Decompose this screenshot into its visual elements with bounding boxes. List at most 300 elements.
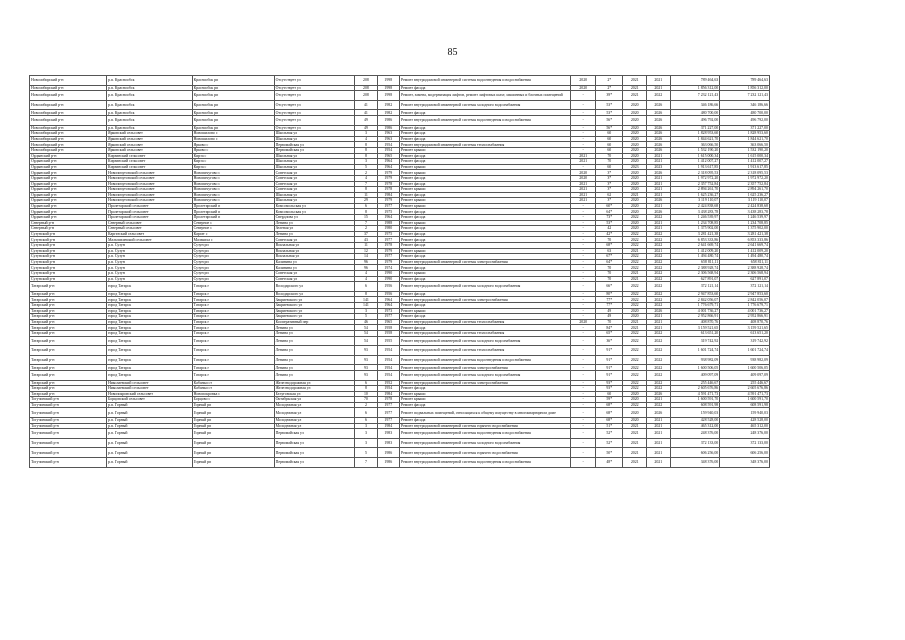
end-year-cell: 2022 [647,231,671,237]
prev-repair-year-cell: - [571,448,596,458]
build-year-cell: 1977 [377,237,399,243]
wear-cell: 64* [596,209,623,215]
municipality-cell: р.п. Горный [106,408,192,418]
street-cell: Советская ул [274,276,355,282]
district-cell: Ордынский р-н [30,203,107,209]
house-number-cell: 7 [355,458,377,468]
start-year-cell: 2020 [623,115,647,125]
district-cell: Ордынский р-н [30,181,107,187]
start-year-cell: 2020 [623,203,647,209]
municipality-cell: Ярковский сельсовет [106,142,192,148]
wear-cell: 3* [596,175,623,181]
work-type-cell: Ремонт крыши [399,170,570,176]
settlement-cell: Новопичугово с [192,187,274,193]
municipality-cell: Каргатский сельсовет [106,231,192,237]
house-number-cell: 2 [355,170,377,176]
build-year-cell: 1978 [377,243,399,249]
end-year-cell: 2026 [647,142,671,148]
municipality-cell: город Татарск [106,355,192,365]
district-cell: Новосибирский р-н [30,147,107,153]
house-number-cell: 11 [355,243,377,249]
total-cost-cell: 1 532 190,20 [720,147,770,153]
cost-cell: 1 625 236,27 [670,192,720,198]
house-number-cell: 14 [355,254,377,260]
wear-cell: 77* [596,302,623,308]
street-cell: Молодежная ул [274,423,355,429]
end-year-cell: 2021 [647,175,671,181]
cost-cell: 496 792,00 [670,115,720,125]
work-type-cell: Ремонт крыши [399,271,570,277]
district-cell: Татарский р-н [30,346,107,356]
prev-repair-year-cell: 2021 [571,159,596,165]
wear-cell: 70 [596,265,623,271]
street-cell: Первомайская ул [274,448,355,458]
cost-cell: 371 227,00 [670,125,720,131]
prev-repair-year-cell: 2021 [571,153,596,159]
municipality-cell: р.п. Сузун [106,248,192,254]
table-row [30,115,770,125]
work-type-cell: Ремонт внутридомовой инженерной системы электроснабжения [399,365,570,371]
start-year-cell: 2021 [623,438,647,448]
end-year-cell: 2022 [647,271,671,277]
end-year-cell: 2022 [647,237,671,243]
wear-cell: 49 [596,308,623,314]
end-year-cell: 2022 [647,276,671,282]
house-number-cell: 208 [355,91,377,101]
total-cost-cell: 1 246 539,97 [720,215,770,221]
build-year-cell: 1956 [377,282,399,292]
end-year-cell: 2022 [647,380,671,386]
build-year-cell: 1998 [377,91,399,101]
municipality-cell: р.п. Горный [106,458,192,468]
municipality-cell: Ярковский сельсовет [106,147,192,153]
end-year-cell: 2021 [647,448,671,458]
total-cost-cell: 1 600 591,70 [720,397,770,403]
house-number-cell: 37 [355,231,377,237]
end-year-cell: 2021 [647,319,671,325]
house-number-cell: 7 [355,181,377,187]
prev-repair-year-cell: 2020 [571,170,596,176]
street-cell: Закриевского ул [274,297,355,303]
street-cell: Отсутствует ул [274,110,355,116]
total-cost-cell: 465 312,00 [720,423,770,429]
end-year-cell: 2021 [647,220,671,226]
district-cell: Татарский р-н [30,325,107,331]
build-year-cell: 1975 [377,231,399,237]
start-year-cell: 2021 [623,448,647,458]
settlement-cell: Пролетарский п [192,215,274,221]
build-year-cell: 1984 [377,391,399,397]
build-year-cell: 1963 [377,131,399,137]
total-cost-cell: 480 700,00 [720,110,770,116]
district-cell: Новосибирский р-н [30,85,107,91]
wear-cell: 65* [596,330,623,336]
prev-repair-year-cell: - [571,325,596,331]
district-cell: Ордынский р-н [30,159,107,165]
wear-cell: 91* [596,355,623,365]
house-number-cell: 3 [355,438,377,448]
build-year-cell: 1990 [377,271,399,277]
house-number-cell: 8 [355,147,377,153]
street-cell: Отсутствует ул [274,125,355,131]
build-year-cell: 1963 [377,136,399,142]
wear-cell: 60 [596,164,623,170]
settlement-cell: Татарск г [192,336,274,346]
table-row [30,355,770,365]
settlement-cell: Горный рп [192,438,274,448]
work-type-cell: Ремонт внутридомовой инженерной системы теплоснабжения [399,346,570,356]
end-year-cell: 2026 [647,110,671,116]
wear-cell: 70 [596,271,623,277]
build-year-cell: 1964 [377,159,399,165]
end-year-cell: 2026 [647,131,671,137]
end-year-cell: 2022 [647,346,671,356]
wear-cell: 49 [596,314,623,320]
build-year-cell: 1975 [377,209,399,215]
wear-cell: 56* [596,115,623,125]
work-type-cell: Ремонт внутридомовой инженерной системы водоотведения и водоснабжения [399,115,570,125]
municipality-cell: Новопокровский сельсовет [106,391,192,397]
start-year-cell: 2021 [623,325,647,331]
start-year-cell: 2021 [623,276,647,282]
build-year-cell: 1964 [377,215,399,221]
settlement-cell: Сузун рп [192,265,274,271]
end-year-cell: 2026 [647,100,671,110]
work-type-cell: Ремонт внутридомовой инженерной системы холодного водоснабжения [399,370,570,380]
work-type-cell: Ремонт крыши [399,203,570,209]
house-number-cell: 3 [355,159,377,165]
street-cell: Ленина ул [274,346,355,356]
street-cell: Комсомольская ул [274,203,355,209]
prev-repair-year-cell: - [571,209,596,215]
street-cell: Вокзальная ул [274,243,355,249]
total-cost-cell: 606 256,00 [720,448,770,458]
cost-cell: 248 376,00 [670,429,720,439]
street-cell: Первомайская ул [274,438,355,448]
municipality-cell: город Татарск [106,308,192,314]
house-number-cell: 11 [355,192,377,198]
build-year-cell: 1977 [377,254,399,260]
municipality-cell: р.п. Горный [106,402,192,408]
end-year-cell: 2021 [647,248,671,254]
cost-cell: 3 159 521,65 [670,325,720,331]
municipality-cell: р.п. Горный [106,429,192,439]
settlement-cell: Пролетарский п [192,203,274,209]
street-cell: Володарского ул [274,282,355,292]
street-cell: Советская ул [274,271,355,277]
municipality-cell: р.п. Горный [106,418,192,424]
house-number-cell: 3 [355,131,377,137]
district-cell: Татарский р-н [30,355,107,365]
table-row [30,76,770,86]
street-cell: Ленина ул [274,220,355,226]
cost-cell: 1 246 539,97 [670,215,720,221]
end-year-cell: 2022 [647,355,671,365]
house-number-cell: 41 [355,110,377,116]
total-cost-cell: 372 121,14 [720,282,770,292]
street-cell: Школьная ул [274,164,355,170]
district-cell: Татарский р-н [30,308,107,314]
start-year-cell: 2021 [623,458,647,468]
prev-repair-year-cell: - [571,100,596,110]
house-number-cell: 208 [355,85,377,91]
build-year-cell: 1977 [377,418,399,424]
wear-cell: 66* [596,282,623,292]
settlement-cell: Краснообск рп [192,91,274,101]
prev-repair-year-cell: - [571,254,596,260]
settlement-cell: Горный рп [192,448,274,458]
work-type-cell: Ремонт фасада [399,131,570,137]
prev-repair-year-cell: - [571,220,596,226]
house-number-cell: 54 [355,336,377,346]
work-type-cell: Ремонт фасада [399,85,570,91]
cost-cell: 2 318 095,53 [670,170,720,176]
work-type-cell: Ремонт, замена, модернизация лифтов, ремонт лифтовых шахт, машинных и блочных помещений [399,91,570,101]
settlement-cell: Северное с [192,220,274,226]
cost-cell: 608 591,98 [670,402,720,408]
total-cost-cell: 372 133,00 [720,438,770,448]
municipality-cell: Ярковский сельсовет [106,131,192,137]
wear-cell: 84* [596,325,623,331]
work-type-cell: Ремонт фасада [399,175,570,181]
work-type-cell: Ремонт крыши [399,397,570,403]
house-number-cell: 2 [355,402,377,408]
start-year-cell: 2022 [623,231,647,237]
street-cell: Школьная ул [274,153,355,159]
cost-cell: 1 601 724,74 [670,346,720,356]
start-year-cell: 2020 [623,153,647,159]
prev-repair-year-cell: - [571,370,596,380]
house-number-cell: 93 [355,365,377,371]
wear-cell: 2* [596,85,623,91]
work-type-cell: Ремонт внутридомовой инженерной системы теплоснабжения [399,330,570,336]
prev-repair-year-cell: 2021 [571,198,596,204]
work-type-cell: Ремонт внутридомовой инженерной системы холодного водоснабжения [399,100,570,110]
start-year-cell: 2021 [623,429,647,439]
start-year-cell: 2020 [623,418,647,424]
start-year-cell: 2020 [623,147,647,153]
settlement-cell: Татарск г [192,302,274,308]
house-number-cell: 5 [355,448,377,458]
total-cost-cell: 1 375 902,00 [720,226,770,232]
house-number-cell: 43 [355,237,377,243]
total-cost-cell: 371 227,00 [720,125,770,131]
municipality-cell: Кирзинский сельсовет [106,153,192,159]
prev-repair-year-cell: - [571,142,596,148]
build-year-cell: 1977 [377,402,399,408]
end-year-cell: 2023 [647,164,671,170]
street-cell: Школьная ул [274,198,355,204]
prev-repair-year-cell: - [571,308,596,314]
end-year-cell: 2022 [647,259,671,265]
prev-repair-year-cell: 2020 [571,76,596,86]
table-row [30,346,770,356]
build-year-cell: 1990 [377,276,399,282]
build-year-cell: 1984 [377,423,399,429]
start-year-cell: 2020 [623,308,647,314]
work-type-cell: Ремонт внутридомовой инженерной системы электроснабжения [399,297,570,303]
work-type-cell: Ремонт фасада [399,265,570,271]
municipality-cell: Северный сельсовет [106,220,192,226]
build-year-cell: 1977 [377,203,399,209]
municipality-cell: р.п. Краснообск [106,125,192,131]
prev-repair-year-cell: - [571,215,596,221]
municipality-cell: р.п. Краснообск [106,91,192,101]
build-year-cell: 1986 [377,115,399,125]
wear-cell: 91* [596,365,623,371]
street-cell: Советская ул [274,175,355,181]
build-year-cell: 1979 [377,175,399,181]
work-type-cell: Ремонт фасада [399,325,570,331]
start-year-cell: 2021 [623,248,647,254]
prev-repair-year-cell: 2020 [571,85,596,91]
cost-cell: 3 281 421,38 [670,231,720,237]
wear-cell: 60 [596,391,623,397]
house-number-cell: 8 [355,291,377,297]
street-cell: Ленина ул [274,325,355,331]
house-number-cell: 4 [355,271,377,277]
work-type-cell: Ремонт внутридомовой инженерной системы холодного водоснабжения [399,438,570,448]
end-year-cell: 2026 [647,209,671,215]
start-year-cell: 2020 [623,170,647,176]
end-year-cell: 2022 [647,365,671,371]
settlement-cell: Кабаньи ст [192,380,274,386]
settlement-cell: Краснообск рп [192,115,274,125]
house-number-cell: 7 [355,220,377,226]
start-year-cell: 2020 [623,397,647,403]
total-cost-cell: 255 446,67 [720,380,770,386]
settlement-cell: Новошилово с [192,136,274,142]
municipality-cell: город Татарск [106,336,192,346]
street-cell: Ленина ул [274,355,355,365]
district-cell: Ордынский р-н [30,170,107,176]
work-type-cell: Ремонт фасада [399,291,570,297]
work-type-cell: Ремонт фасада [399,153,570,159]
work-type-cell: Ремонт фасада [399,136,570,142]
total-cost-cell: 1 625 236,27 [720,192,770,198]
build-year-cell: 1986 [377,125,399,131]
start-year-cell: 2021 [623,423,647,429]
street-cell: Ленина ул [274,365,355,371]
cost-cell: 1 844 621,70 [670,136,720,142]
start-year-cell: 2023 [623,164,647,170]
work-type-cell: Ремонт фасада [399,215,570,221]
total-cost-cell: 1 844 621,70 [720,136,770,142]
total-cost-cell: 1 494 480,74 [720,254,770,260]
cost-cell: 1 412 007,27 [670,159,720,165]
wear-cell: 42 [596,226,623,232]
street-cell: Первомайская ул [274,147,355,153]
total-cost-cell: 2 842 056,07 [720,297,770,303]
prev-repair-year-cell: - [571,282,596,292]
house-number-cell: 46 [355,319,377,325]
build-year-cell: 1954 [377,355,399,365]
prev-repair-year-cell: - [571,147,596,153]
table-row [30,458,770,468]
work-type-cell: Ремонт внутридомовой инженерной системы водоотведения и водоснабжения [399,76,570,86]
municipality-cell: город Татарск [106,365,192,371]
street-cell: Отсутствует ул [274,76,355,86]
settlement-cell: Новопичугово с [192,170,274,176]
house-number-cell: 6 [355,203,377,209]
cost-cell: 346 186,66 [670,100,720,110]
house-number-cell: 49 [355,125,377,131]
district-cell: Новосибирский р-н [30,131,107,137]
wear-cell: 52* [596,438,623,448]
house-number-cell: 5 [355,164,377,170]
municipality-cell: р.п. Сузун [106,265,192,271]
total-cost-cell: 613 651,20 [720,330,770,336]
total-cost-cell: 348 376,00 [720,458,770,468]
cost-cell: 2 947 853,60 [670,291,720,297]
start-year-cell: 2020 [623,125,647,131]
work-type-cell: Ремонт фасада [399,192,570,198]
end-year-cell: 2022 [647,91,671,101]
settlement-cell: Новопокровка с [192,391,274,397]
prev-repair-year-cell: - [571,110,596,116]
settlement-cell: Борцово с [192,397,274,403]
wear-cell: 68* [596,418,623,424]
street-cell: Калинина ул [274,265,355,271]
prev-repair-year-cell: - [571,237,596,243]
start-year-cell: 2021 [623,85,647,91]
house-number-cell: 29 [355,198,377,204]
start-year-cell: 2022 [623,402,647,408]
wear-cell: 91* [596,346,623,356]
cost-cell: 2 357 752,84 [670,181,720,187]
build-year-cell: 1982 [377,100,399,110]
prev-repair-year-cell: - [571,302,596,308]
total-cost-cell: 159 940,03 [720,408,770,418]
street-cell: Октябрьская ул [274,397,355,403]
wear-cell: 3* [596,198,623,204]
total-cost-cell: 6 853 333,86 [720,237,770,243]
district-cell: Ордынский р-н [30,153,107,159]
end-year-cell: 2021 [647,181,671,187]
municipality-cell: Новопичуговский сельсовет [106,187,192,193]
district-cell: Татарский р-н [30,314,107,320]
work-type-cell: Ремонт внутридомовой инженерной системы электроснабжения [399,259,570,265]
cost-cell: 465 312,00 [670,423,720,429]
start-year-cell: 2020 [623,142,647,148]
municipality-cell: Мальчихинский сельсовет [106,237,192,243]
work-type-cell: Ремонт фасада [399,231,570,237]
district-cell: Тогучинский р-н [30,408,107,418]
work-type-cell: Ремонт фасада [399,243,570,249]
work-type-cell: Ремонт внутридомовой инженерной системы теплоснабжения [399,319,570,325]
capital-repair-table [29,75,770,468]
start-year-cell: 2022 [623,254,647,260]
district-cell: Сузунский р-н [30,243,107,249]
district-cell: Татарский р-н [30,380,107,386]
street-cell: Кооперативный пер [274,319,355,325]
street-cell: Советская ул [274,181,355,187]
municipality-cell: город Татарск [106,370,192,380]
build-year-cell: 1998 [377,85,399,91]
street-cell: Вокзальная ул [274,254,355,260]
municipality-cell: город Татарск [106,282,192,292]
wear-cell: 73* [596,215,623,221]
end-year-cell: 2022 [647,297,671,303]
municipality-cell: Новопичуговский сельсовет [106,170,192,176]
end-year-cell: 2021 [647,314,671,320]
district-cell: Татарский р-н [30,370,107,380]
build-year-cell: 1979 [377,259,399,265]
house-number-cell: 12 [355,248,377,254]
cost-cell: 2 605 676,86 [670,386,720,392]
district-cell: Тогучинский р-н [30,423,107,429]
prev-repair-year-cell: - [571,336,596,346]
